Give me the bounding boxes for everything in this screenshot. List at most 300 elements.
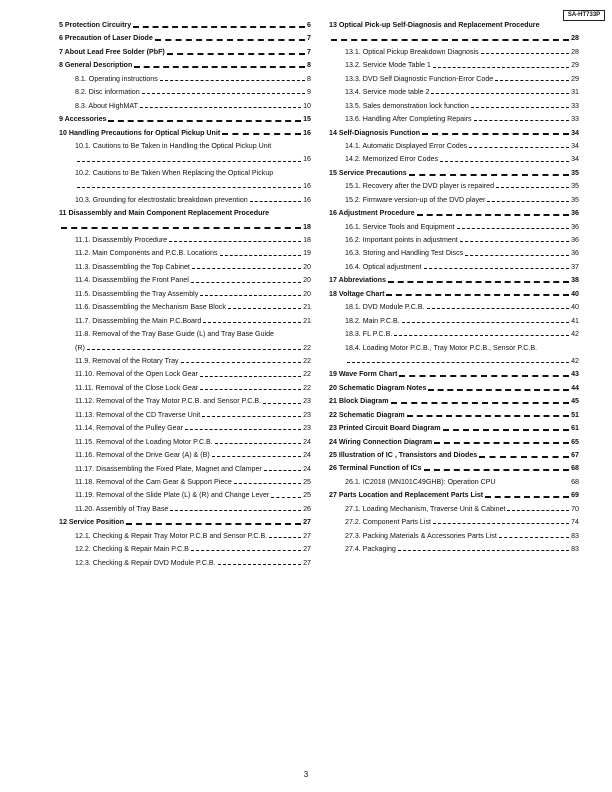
toc-entry-label: 12.1. Checking & Repair Tray Motor P.C.B and Sensor P.C.B.: [75, 531, 268, 540]
toc-entry-page: 21: [303, 303, 311, 312]
toc-section-entry[interactable]: [59, 113, 311, 126]
toc-entry-page: 21: [303, 316, 311, 325]
leader-dots: [192, 268, 301, 269]
toc-subsection-entry[interactable]: [59, 463, 311, 476]
leader-dots: [271, 497, 301, 498]
toc-entry-label: 7 About Lead Free Solder (PbF): [59, 47, 165, 56]
toc-entry-label: 14.1. Automatic Displayed Error Codes: [345, 141, 468, 150]
leader-dots: [108, 120, 301, 122]
leader-dots: [263, 403, 301, 404]
toc-entry-label: 16.3. Storing and Handling Test Discs: [345, 249, 464, 258]
toc-entry-label: 8 General Description: [59, 61, 133, 70]
toc-section-entry[interactable]: [59, 516, 311, 529]
toc-entry-page: 33: [571, 101, 579, 110]
leader-dots: [61, 227, 301, 229]
toc-entry-label: 27.4. Packaging: [345, 545, 396, 554]
toc-entry-page: 10: [303, 101, 311, 110]
toc-entry-page: 37: [571, 262, 579, 271]
toc-entry-label: 24 Wiring Connection Diagram: [329, 437, 433, 446]
toc-subsection-entry[interactable]: [59, 355, 311, 368]
toc-subsection-entry[interactable]: [59, 86, 311, 99]
toc-entry-page: 27: [303, 518, 311, 527]
toc-subsection-entry[interactable]: [329, 301, 579, 314]
leader-dots: [200, 376, 301, 377]
toc-subsection-entry[interactable]: [59, 194, 311, 207]
toc-subsection-entry[interactable]: [329, 315, 579, 328]
leader-dots: [417, 214, 569, 216]
toc-subsection-entry[interactable]: [59, 543, 311, 556]
toc-entry-page: 29: [571, 74, 579, 83]
toc-entry-page: 36: [571, 209, 579, 218]
leader-dots: [479, 456, 569, 458]
leader-dots: [481, 53, 569, 54]
toc-subsection-entry[interactable]: [59, 288, 311, 301]
toc-section-entry[interactable]: [329, 274, 579, 287]
toc-section-entry[interactable]: [59, 46, 311, 59]
leader-dots: [218, 564, 301, 565]
toc-entry-page: 23: [303, 424, 311, 433]
toc-entry-page: 25: [303, 491, 311, 500]
toc-section-entry[interactable]: [329, 422, 579, 435]
toc-entry-page: 40: [571, 303, 579, 312]
toc-entry-label: 17 Abbreviations: [329, 276, 386, 285]
toc-subsection-entry[interactable]: [329, 543, 579, 556]
leader-dots: [191, 282, 301, 283]
leader-dots: [457, 228, 570, 229]
toc-section-entry[interactable]: [329, 489, 579, 502]
toc-section-entry[interactable]: [329, 382, 579, 395]
toc-subsection-entry[interactable]: [59, 530, 311, 543]
toc-entry-page: 68: [571, 464, 579, 473]
toc-subsection-entry[interactable]: [59, 247, 311, 260]
toc-entry-label: 15.2. Firmware version-up of the DVD player: [345, 195, 486, 204]
leader-dots: [140, 107, 301, 108]
toc-entry-page: 70: [571, 504, 579, 513]
leader-dots: [391, 402, 570, 404]
toc-entry-page: 35: [571, 182, 579, 191]
toc-entry-page: 22: [303, 357, 311, 365]
toc-entry-label: 15 Service Precautions: [329, 168, 407, 177]
toc-entry-label: 18.1. DVD Module P.C.B.: [345, 303, 425, 312]
toc-entry-page: 9: [307, 88, 311, 97]
leader-dots: [424, 469, 570, 471]
toc-entry-label: 18 Voltage Chart: [329, 289, 385, 298]
toc-entry-page: 41: [571, 316, 579, 325]
toc-entry-page: 16: [303, 128, 311, 137]
toc-entry-page: 24: [303, 464, 311, 473]
leader-dots: [203, 322, 301, 323]
toc-section-entry[interactable]: [59, 207, 311, 234]
toc-entry-page: 45: [571, 397, 579, 406]
leader-dots: [499, 537, 569, 538]
toc-section-entry[interactable]: [59, 59, 311, 72]
toc-entry-page: 8: [307, 74, 311, 83]
toc-subsection-entry[interactable]: [329, 46, 579, 59]
toc-entry-page: 42: [571, 330, 579, 339]
toc-entry-label: 8.2. Disc information: [75, 88, 140, 97]
toc-subsection-entry[interactable]: [59, 449, 311, 462]
leader-dots: [133, 26, 305, 28]
toc-entry-label: 11.3. Disassembling the Top Cabinet: [75, 262, 190, 271]
toc-entry-label: 21 Block Diagram: [329, 397, 389, 406]
toc-section-entry[interactable]: [59, 32, 311, 45]
toc-entry-label: 11.4. Disassembling the Front Panel: [75, 276, 189, 285]
leader-dots: [431, 93, 569, 94]
toc-section-entry[interactable]: [329, 395, 579, 408]
leader-dots: [422, 133, 569, 135]
toc-entry-page: 22: [303, 383, 311, 392]
toc-entry-page: 8: [307, 61, 311, 70]
toc-section-entry[interactable]: [329, 19, 579, 46]
leader-dots: [142, 93, 305, 94]
toc-entry-label: 11.1. Disassembly Procedure: [75, 236, 168, 245]
toc-entry-page: 83: [571, 545, 579, 554]
toc-entry-page: 35: [571, 168, 579, 177]
toc-entry-page: 19: [303, 249, 311, 258]
toc-entry-page: 28: [571, 34, 579, 43]
leader-dots: [160, 80, 305, 81]
toc-section-entry[interactable]: [329, 368, 579, 381]
toc-entry-page: 44: [571, 383, 579, 392]
toc-entry-label: 10.1. Cautions to Be Taken in Handling the Optical Pickup Unit: [75, 141, 272, 150]
toc-entry-page: 20: [303, 276, 311, 285]
toc-entry-page: 36: [571, 236, 579, 245]
toc-subsection-entry[interactable]: [329, 73, 579, 86]
toc-entry-page: 29: [571, 61, 579, 70]
leader-dots: [87, 349, 301, 350]
toc-entry-label: 10.2. Cautions to Be Taken When Replacing the Optical Pickup: [75, 168, 274, 177]
toc-entry-page: 20: [303, 289, 311, 298]
toc-entry-label: (R): [75, 343, 85, 352]
toc-entry-label: 10 Handling Precautions for Optical Pickup Unit: [59, 128, 221, 137]
toc-entry-label: 23 Printed Circuit Board Diagram: [329, 424, 441, 433]
toc-entry-label: 11.7. Disassembling the Main P.C.Board: [75, 316, 202, 325]
toc-entry-page: 23: [303, 410, 311, 419]
toc-subsection-entry[interactable]: [59, 73, 311, 86]
toc-entry-label: 14.2. Memorized Error Codes: [345, 155, 439, 164]
leader-dots: [169, 241, 301, 242]
toc-subsection-entry[interactable]: [329, 476, 579, 489]
toc-entry-label: 9 Accessories: [59, 115, 107, 124]
toc-entry-page: 28: [571, 47, 579, 56]
toc-entry-label: 18.2. Main P.C.B.: [345, 316, 400, 325]
leader-dots: [77, 187, 301, 188]
toc-entry-page: 22: [303, 343, 311, 352]
toc-entry-page: 6: [307, 21, 311, 29]
toc-entry-label: 13.4. Service mode table 2: [345, 88, 430, 97]
leader-dots: [402, 322, 569, 323]
toc-entry-label: 11.20. Assembly of Tray Base: [75, 504, 169, 513]
toc-entry-page: 67: [571, 451, 579, 460]
toc-entry-page: 16: [303, 182, 311, 191]
leader-dots: [155, 39, 305, 41]
toc-entry-page: 25: [303, 477, 311, 486]
toc-subsection-entry[interactable]: [59, 261, 311, 274]
leader-dots: [465, 255, 569, 256]
toc-entry-label: 11.10. Removal of the Open Lock Gear: [75, 370, 198, 379]
toc-entry-label: 19 Wave Form Chart: [329, 370, 398, 379]
leader-dots: [407, 415, 569, 417]
toc-subsection-entry[interactable]: [59, 476, 311, 489]
toc-entry-page: 40: [571, 289, 579, 298]
leader-dots: [424, 268, 570, 269]
leader-dots: [433, 523, 569, 524]
leader-dots: [234, 483, 301, 484]
toc-subsection-entry[interactable]: [59, 422, 311, 435]
leader-dots: [409, 174, 569, 176]
leader-dots: [269, 537, 301, 538]
leader-dots: [167, 53, 305, 55]
leader-dots: [215, 443, 301, 444]
toc-entry-label: 11.12. Removal of the Tray Motor P.C.B. and Sensor P.C.B.: [75, 397, 262, 406]
toc-section-entry[interactable]: [329, 449, 579, 462]
toc-subsection-entry[interactable]: [329, 221, 579, 234]
toc-entry-page: 34: [571, 128, 579, 137]
toc-subsection-entry[interactable]: [59, 489, 311, 502]
toc-subsection-entry[interactable]: [329, 261, 579, 274]
leader-dots: [496, 187, 569, 188]
toc-section-entry[interactable]: [329, 409, 579, 422]
toc-right-column: [329, 19, 579, 557]
toc-entry-label: 8.1. Operating instructions: [75, 74, 158, 83]
toc-section-entry[interactable]: [329, 436, 579, 449]
toc-entry-page: 42: [571, 356, 579, 365]
toc-subsection-entry[interactable]: [59, 100, 311, 113]
toc-entry-label: 11 Disassembly and Main Component Replacement Procedure: [59, 209, 270, 218]
toc-subsection-entry[interactable]: [329, 328, 579, 341]
toc-entry-label: 12 Service Position: [59, 518, 125, 527]
leader-dots: [440, 161, 569, 162]
toc-entry-page: 7: [307, 47, 311, 56]
leader-dots: [433, 67, 569, 68]
toc-entry-label: 13.5. Sales demonstration lock function: [345, 101, 469, 110]
toc-entry-label: 26.1. IC2018 (MN101C49GHB): Operation CPU: [345, 477, 496, 486]
leader-dots: [228, 308, 301, 309]
leader-dots: [191, 550, 301, 551]
toc-entry-label: 15.1. Recovery after the DVD player is repaired: [345, 182, 495, 191]
toc-subsection-entry[interactable]: [329, 342, 579, 369]
toc-entry-label: 13 Optical Pick-up Self-Diagnosis and Replacement Procedure: [329, 21, 540, 29]
toc-entry-page: 18: [303, 236, 311, 245]
toc-entry-label: 13.6. Handling After Completing Repairs: [345, 115, 472, 124]
toc-subsection-entry[interactable]: [329, 180, 579, 193]
toc-entry-label: 12.2. Checking & Repair Main P.C.B: [75, 545, 189, 554]
toc-entry-label: 26 Terminal Function of ICs: [329, 464, 422, 473]
toc-entry-label: 27 Parts Location and Replacement Parts List: [329, 491, 484, 500]
toc-entry-page: 36: [571, 249, 579, 258]
leader-dots: [126, 523, 301, 525]
leader-dots: [469, 147, 569, 148]
toc-entry-page: 23: [303, 397, 311, 406]
toc-entry-label: 11.6. Disassembling the Mechanism Base Block: [75, 303, 226, 312]
toc-subsection-entry[interactable]: [329, 153, 579, 166]
toc-entry-label: 22 Schematic Diagram: [329, 410, 405, 419]
toc-subsection-entry[interactable]: [59, 382, 311, 395]
toc-subsection-entry[interactable]: [329, 234, 579, 247]
leader-dots: [394, 335, 569, 336]
toc-entry-label: 14 Self-Diagnosis Function: [329, 128, 421, 137]
toc-entry-label: 11.2. Main Components and P.C.B. Locations: [75, 249, 218, 258]
leader-dots: [485, 496, 569, 498]
toc-entry-page: 74: [571, 518, 579, 527]
toc-subsection-entry[interactable]: [59, 328, 311, 355]
toc-section-entry[interactable]: [59, 127, 311, 140]
toc-subsection-entry[interactable]: [329, 140, 579, 153]
toc-left-column: [59, 19, 311, 570]
toc-section-entry[interactable]: [329, 127, 579, 140]
toc-entry-page: 15: [303, 115, 311, 124]
toc-entry-page: 83: [571, 531, 579, 540]
leader-dots: [388, 281, 569, 283]
leader-dots: [220, 255, 302, 256]
toc-entry-label: 16 Adjustment Procedure: [329, 209, 415, 218]
leader-dots: [507, 510, 569, 511]
leader-dots: [398, 550, 569, 551]
toc-entry-label: 18.4. Loading Motor P.C.B., Tray Motor P.C.B., Sensor P.C.B.: [345, 343, 538, 352]
toc-entry-label: 13.3. DVD Self Diagnostic Function-Error Code: [345, 74, 494, 83]
toc-entry-label: 11.19. Removal of the Slide Plate (L) & (R) and Change Lever: [75, 491, 270, 500]
toc-entry-page: 16: [303, 195, 311, 204]
leader-dots: [250, 201, 301, 202]
toc-entry-page: 27: [303, 531, 311, 540]
toc-entry-page: 27: [303, 558, 311, 567]
toc-subsection-entry[interactable]: [59, 395, 311, 408]
toc-entry-label: 11.17. Disassembling the Fixed Plate, Magnet and Clamper: [75, 464, 262, 473]
toc-entry-label: 11.11. Removal of the Close Lock Gear: [75, 383, 199, 392]
toc-section-entry[interactable]: [329, 167, 579, 180]
toc-entry-label: 27.2. Component Parts List: [345, 518, 431, 527]
toc-subsection-entry[interactable]: [329, 503, 579, 516]
toc-subsection-entry[interactable]: [329, 530, 579, 543]
leader-dots: [347, 362, 569, 363]
toc-subsection-entry[interactable]: [59, 234, 311, 247]
toc-entry-label: 27.1. Loading Mechanism, Traverse Unit & Cabinet: [345, 504, 506, 513]
leader-dots: [471, 107, 569, 108]
leader-dots: [264, 470, 301, 471]
toc-entry-label: 27.3. Packing Materials & Accessories Parts List: [345, 531, 497, 540]
leader-dots: [212, 456, 301, 457]
toc-subsection-entry[interactable]: [329, 86, 579, 99]
toc-entry-page: 36: [571, 222, 579, 231]
page-number: 3: [303, 770, 309, 779]
toc-entry-label: 20 Schematic Diagram Notes: [329, 383, 427, 392]
toc-entry-label: 11.16. Removal of the Drive Gear (A) & (B): [75, 451, 210, 460]
toc-entry-page: 35: [571, 195, 579, 204]
leader-dots: [185, 429, 301, 430]
toc-entry-page: 20: [303, 262, 311, 271]
toc-section-entry[interactable]: [329, 207, 579, 220]
toc-entry-label: 16.4. Optical adjustment: [345, 262, 422, 271]
toc-entry-page: 34: [571, 155, 579, 164]
toc-entry-page: 61: [571, 424, 579, 433]
leader-dots: [399, 375, 569, 377]
toc-subsection-entry[interactable]: [329, 194, 579, 207]
toc-entry-label: 25 Illustration of IC , Transistors and Diodes: [329, 451, 478, 460]
toc-subsection-entry[interactable]: [59, 368, 311, 381]
toc-entry-label: 11.13. Removal of the CD Traverse Unit: [75, 410, 201, 419]
toc-entry-page: 27: [303, 545, 311, 554]
toc-section-entry[interactable]: [329, 288, 579, 301]
leader-dots: [434, 442, 569, 444]
toc-entry-label: 8.3. About HighMAT: [75, 101, 138, 110]
toc-subsection-entry[interactable]: [59, 167, 311, 194]
toc-entry-label: 12.3. Checking & Repair DVD Module P.C.B.: [75, 558, 216, 567]
toc-entry-label: 11.5. Disassembling the Tray Assembly: [75, 289, 199, 298]
toc-entry-page: 34: [571, 141, 579, 150]
toc-entry-label: 11.15. Removal of the Loading Motor P.C.B.: [75, 437, 213, 446]
toc-subsection-entry[interactable]: [329, 516, 579, 529]
toc-entry-label: 13.1. Optical Pickup Breakdown Diagnosis: [345, 47, 479, 56]
toc-entry-label: 16.1. Service Tools and Equipment: [345, 222, 455, 231]
toc-entry-label: 6 Precaution of Laser Diode: [59, 34, 153, 43]
toc-entry-label: 18.3. FL P.C.B.: [345, 330, 393, 339]
toc-entry-page: 22: [303, 370, 311, 379]
toc-entry-label: 11.9. Removal of the Rotary Tray: [75, 357, 179, 365]
leader-dots: [386, 294, 569, 296]
toc-subsection-entry[interactable]: [59, 557, 311, 570]
leader-dots: [427, 308, 570, 309]
toc-entry-page: 69: [571, 491, 579, 500]
toc-section-entry[interactable]: [59, 19, 311, 32]
leader-dots: [200, 389, 301, 390]
toc-entry-label: 11.14. Removal of the Pulley Gear: [75, 424, 183, 433]
toc-entry-page: 24: [303, 437, 311, 446]
toc-entry-page: 33: [571, 115, 579, 124]
toc-entry-page: 31: [571, 88, 579, 97]
toc-section-entry[interactable]: [329, 462, 579, 475]
toc-entry-page: 24: [303, 451, 311, 460]
leader-dots: [331, 39, 569, 41]
leader-dots: [222, 133, 301, 135]
toc-entry-label: 5 Protection Circuitry: [59, 21, 132, 29]
leader-dots: [170, 510, 301, 511]
leader-dots: [460, 241, 569, 242]
toc-entry-label: 13.2. Service Mode Table 1: [345, 61, 431, 70]
toc-subsection-entry[interactable]: [59, 436, 311, 449]
toc-entry-page: 43: [571, 370, 579, 379]
toc-subsection-entry[interactable]: [59, 274, 311, 287]
leader-dots: [134, 66, 305, 68]
toc-subsection-entry[interactable]: [59, 503, 311, 516]
toc-subsection-entry[interactable]: [329, 59, 579, 72]
toc-entry-page: 18: [303, 222, 311, 231]
model-number-badge: SA-HT733P: [563, 10, 605, 21]
toc-subsection-entry[interactable]: [59, 315, 311, 328]
toc-subsection-entry[interactable]: [59, 140, 311, 167]
leader-dots: [443, 429, 570, 431]
toc-subsection-entry[interactable]: [329, 247, 579, 260]
toc-subsection-entry[interactable]: [329, 100, 579, 113]
toc-entry-label: 10.3. Grounding for electrostatic breakdown prevention: [75, 195, 248, 204]
toc-subsection-entry[interactable]: [59, 409, 311, 422]
toc-entry-label: 16.2. Important points in adjustment: [345, 236, 458, 245]
toc-entry-page: 7: [307, 34, 311, 43]
leader-dots: [428, 389, 569, 391]
leader-dots: [474, 120, 570, 121]
leader-dots: [495, 80, 569, 81]
toc-entry-page: 38: [571, 276, 579, 285]
toc-subsection-entry[interactable]: [59, 301, 311, 314]
toc-subsection-entry[interactable]: [329, 113, 579, 126]
toc-entry-page: 68: [571, 477, 579, 486]
leader-dots: [181, 362, 302, 363]
toc-entry-page: 51: [571, 410, 579, 419]
leader-dots: [77, 161, 301, 162]
leader-dots: [202, 416, 301, 417]
toc-entry-label: 11.18. Removal of the Cam Gear & Support Piece: [75, 477, 232, 486]
leader-dots: [200, 295, 301, 296]
leader-dots: [487, 201, 569, 202]
